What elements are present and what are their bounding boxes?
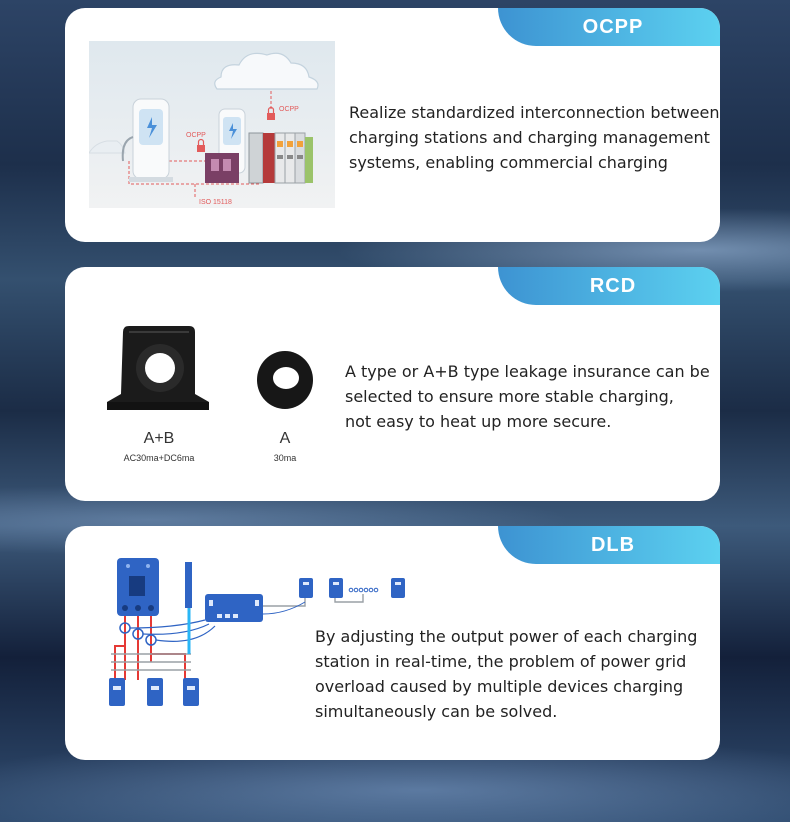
svg-text:OCPP: OCPP bbox=[186, 132, 206, 139]
charger-icon bbox=[183, 678, 199, 706]
ellipsis-icon bbox=[349, 588, 378, 592]
svg-text:OCPP: OCPP bbox=[279, 106, 299, 113]
ocpp-title: OCPP bbox=[498, 8, 720, 46]
rcd-card bbox=[65, 267, 720, 501]
dlb-controller-icon bbox=[205, 594, 263, 622]
dlb-description: By adjusting the output power of each charging station in real-time, the problem of power grid overload caused by multiple devices charging simultaneously can be solved. bbox=[315, 627, 698, 721]
charger-icon bbox=[391, 578, 405, 598]
sensor-a-spec: 30ma bbox=[273, 453, 297, 463]
din-modules bbox=[249, 133, 313, 183]
sensor-a-caption bbox=[255, 430, 315, 463]
rcd-description: A type or A+B type leakage insurance can be selected to ensure more stable charging, not easy to heat up more secure. bbox=[345, 362, 710, 431]
dlb-title: DLB bbox=[498, 526, 720, 564]
energy-meter-icon bbox=[117, 558, 159, 616]
charger-icon bbox=[299, 578, 313, 598]
current-sensor-ab-icon bbox=[105, 322, 215, 414]
svg-text:ISO 15118: ISO 15118 bbox=[199, 199, 232, 206]
sensor-ab-spec: AC30ma+DC6ma bbox=[123, 453, 195, 463]
sensor-ab-caption bbox=[109, 430, 209, 463]
sensor-ab-label: A+B bbox=[143, 430, 175, 447]
dlb-card bbox=[65, 526, 720, 760]
current-sensor-a-icon bbox=[255, 349, 315, 411]
sensor-a-label: A bbox=[279, 430, 291, 447]
charger-icon bbox=[329, 578, 343, 598]
ocpp-illustration bbox=[89, 41, 335, 208]
charger-icon bbox=[147, 678, 163, 706]
controller-box bbox=[205, 153, 239, 183]
charger-icon bbox=[109, 678, 125, 706]
rcd-title: RCD bbox=[498, 267, 720, 305]
ocpp-card bbox=[65, 8, 720, 242]
ocpp-description: Realize standardized interconnection between charging stations and charging management systems, enabling commercial charging bbox=[349, 103, 720, 172]
